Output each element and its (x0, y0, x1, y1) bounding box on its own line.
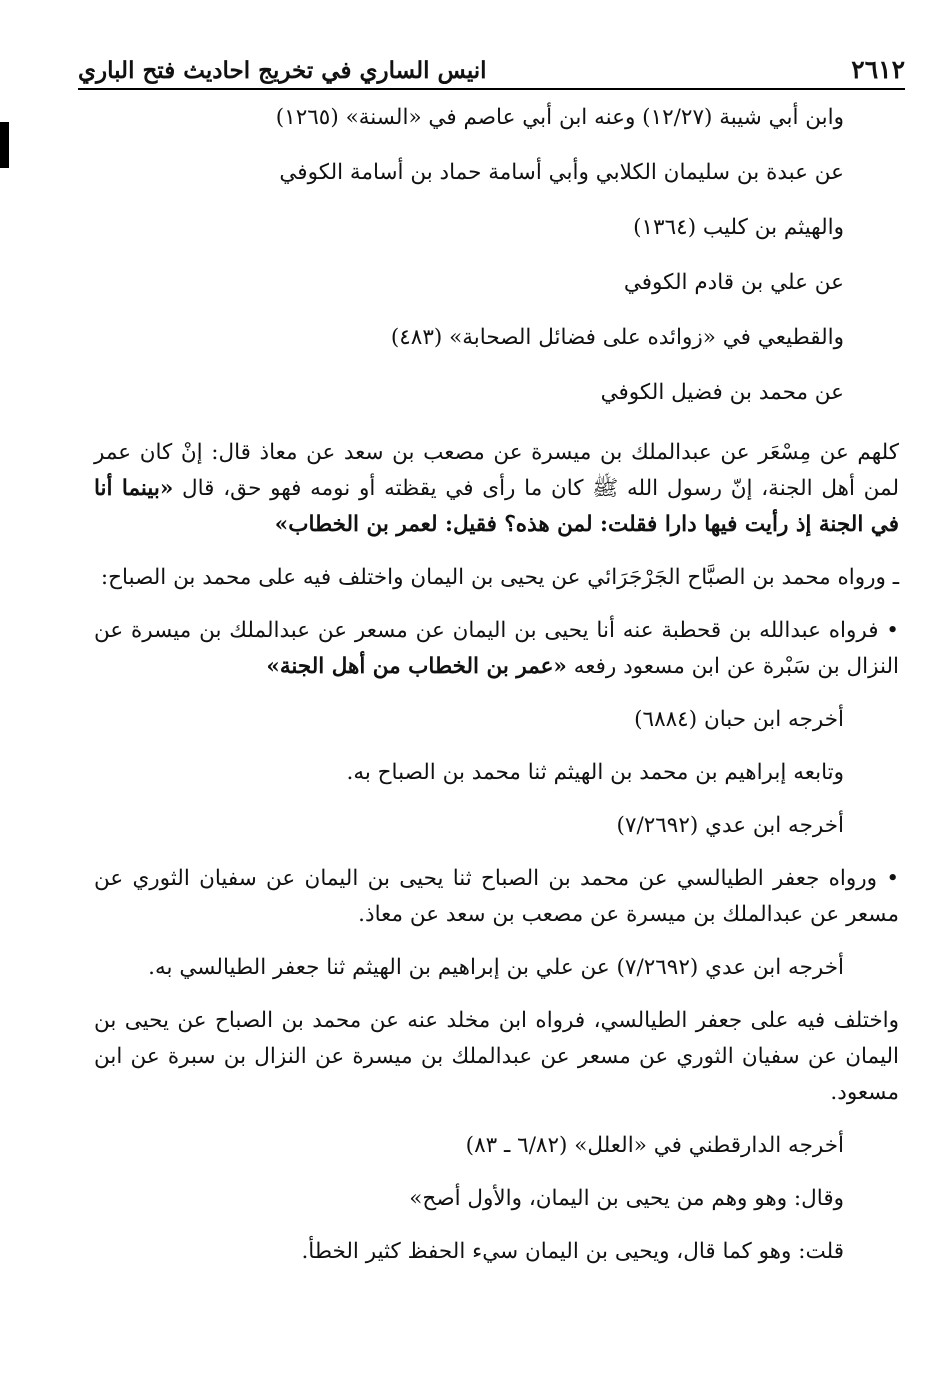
text-line: أخرجه ابن عدي (٧/٢٦٩٢) (616, 813, 844, 838)
book-title: انيس الساري في تخريج احاديث فتح الباري (78, 57, 487, 84)
paragraph-text: • فرواه عبدالله بن قحطبة عنه أنا يحيى بن اليمان عن مسعر عن عبدالملك بن ميسرة عن النزال بن سَبْرة عن ابن مسعود رفعه (94, 618, 899, 679)
page-body (94, 100, 899, 1270)
page-number: ٢٦١٢ (851, 55, 905, 84)
text-line: وتابعه إبراهيم بن محمد بن الهيثم ثنا محمد بن الصباح به. (346, 760, 844, 785)
paragraph-hadith (94, 435, 899, 543)
paragraph: ـ ورواه محمد بن الصبَّاح الجَرْجَرَائي عن يحيى بن اليمان واختلف فيه على محمد بن الصباح: (100, 565, 899, 590)
text-line: عن علي بن قادم الكوفي (623, 270, 844, 295)
hadith-quote: «بينما أنا في الجنة إذ رأيت فيها دارا فقلت: لمن هذه؟ فقيل: لعمر بن الخطاب» (94, 476, 899, 537)
text-line: وابن أبي شيبة (١٢/٢٧) وعنه ابن أبي عاصم في «السنة» (١٢٦٥) (275, 105, 844, 130)
paragraph: واختلف فيه على جعفر الطيالسي، فرواه ابن مخلد عنه عن محمد بن الصباح عن يحيى بن اليمان عن سفيان الثوري عن مسعر عن عبدالملك بن ميسرة عن النزال بن سبرة عن ابن مسعود. (94, 1008, 899, 1105)
text-line: عن محمد بن فضيل الكوفي (600, 380, 844, 405)
text-line: والهيثم بن كليب (١٣٦٤) (633, 215, 844, 240)
text-line: عن عبدة بن سليمان الكلابي وأبي أسامة حماد بن أسامة الكوفي (279, 160, 844, 185)
paragraph-text: كلهم عن مِسْعَر عن عبدالملك بن ميسرة عن مصعب بن سعد عن معاذ قال: إنْ كان عمر لمن أهل الجنة، إنّ رسول الله ﷺ كان ما رأى في يقظته أو نومه فهو حق، قال (94, 440, 899, 501)
hadith-quote: «عمر بن الخطاب من أهل الجنة» (266, 654, 567, 679)
text-line: وقال: وهو وهم من يحيى بن اليمان، والأول أصح» (409, 1186, 844, 1211)
text-line: أخرجه ابن عدي (٧/٢٦٩٢) عن علي بن إبراهيم بن الهيثم ثنا جعفر الطيالسي به. (148, 955, 844, 980)
text-line: أخرجه ابن حبان (٦٨٨٤) (634, 707, 844, 732)
text-line: والقطيعي في «زوائده على فضائل الصحابة» (٤٨٣) (390, 325, 844, 350)
page-header (78, 44, 905, 90)
paragraph: • ورواه جعفر الطيالسي عن محمد بن الصباح ثنا يحيى بن اليمان عن سفيان الثوري عن مسعر عن عبدالملك بن ميسرة عن مصعب بن سعد عن معاذ. (94, 866, 899, 927)
text-line: قلت: وهو كما قال، ويحيى بن اليمان سيء الحفظ كثير الخطأ. (301, 1239, 844, 1264)
text-line: أخرجه الدارقطني في «العلل» (٦/٨٢ ـ ٨٣) (465, 1133, 844, 1158)
paragraph-hadith (94, 613, 899, 685)
margin-marker (0, 122, 9, 168)
